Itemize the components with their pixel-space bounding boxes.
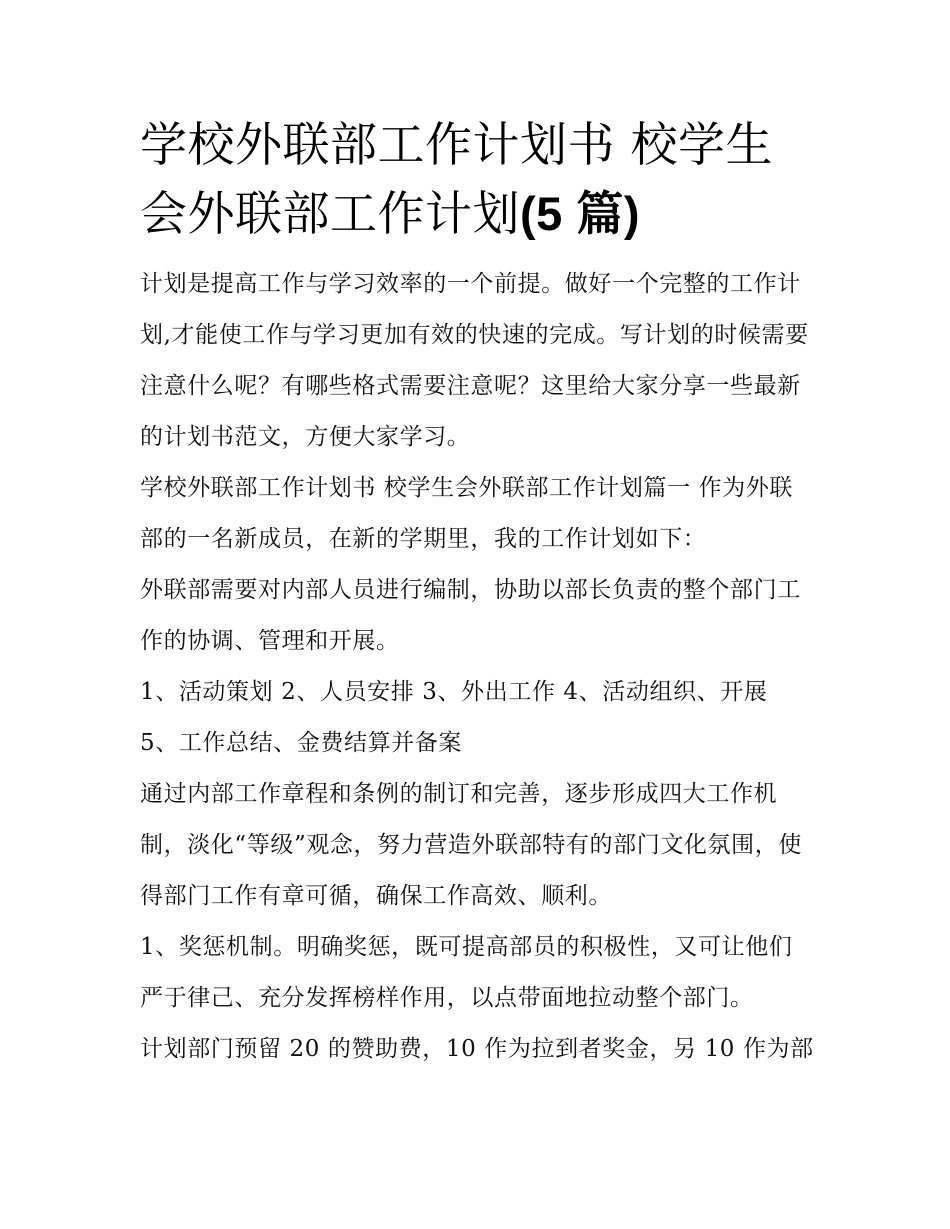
paragraph-intro: 计划是提高工作与学习效率的一个前提。做好一个完整的工作计划,才能使工作与学习更加有效的快速的完成。写计划的时候需要注意什么呢？有哪些格式需要注意呢？这里给大家分享一些最新的计划书范文，方便大家学习。 — [140, 271, 809, 450]
paragraph-reward-mechanism: 1、奖惩机制。明确奖惩，既可提高部员的积极性，又可让他们严于律己、充分发挥榜样作用，以点带面地拉动整个部门。 — [140, 934, 793, 1011]
paragraph-mechanisms: 通过内部工作章程和条例的制订和完善，逐步形成四大工作机制，淡化“等级”观念，努力营造外联部特有的部门文化氛围，使得部门工作有章可循，确保工作高效、顺利。 — [140, 781, 802, 909]
document-title-count: (5 篇) — [520, 187, 640, 240]
document-title — [140, 112, 815, 249]
paragraph-sponsorship: 计划部门预留 20 的赞助费，10 作为拉到者奖金，另 10 作为部 — [140, 1036, 814, 1062]
paragraph-staffing: 外联部需要对内部人员进行编制，协助以部长负责的整个部门工作的协调、管理和开展。 — [140, 577, 801, 654]
paragraph-task-list: 1、活动策划 2、人员安排 3、外出工作 4、活动组织、开展 — [140, 679, 768, 705]
paragraph-chapter-one: 学校外联部工作计划书 校学生会外联部工作计划篇一 作为外联部的一名新成员，在新的学期里，我的工作计划如下： — [140, 475, 794, 552]
paragraph-task-list-cont: 5、工作总结、金费结算并备案 — [140, 730, 463, 756]
document-title-main: 学校外联部工作计划书 校学生会外联部工作计划 — [140, 118, 773, 242]
document-body — [140, 112, 815, 1075]
